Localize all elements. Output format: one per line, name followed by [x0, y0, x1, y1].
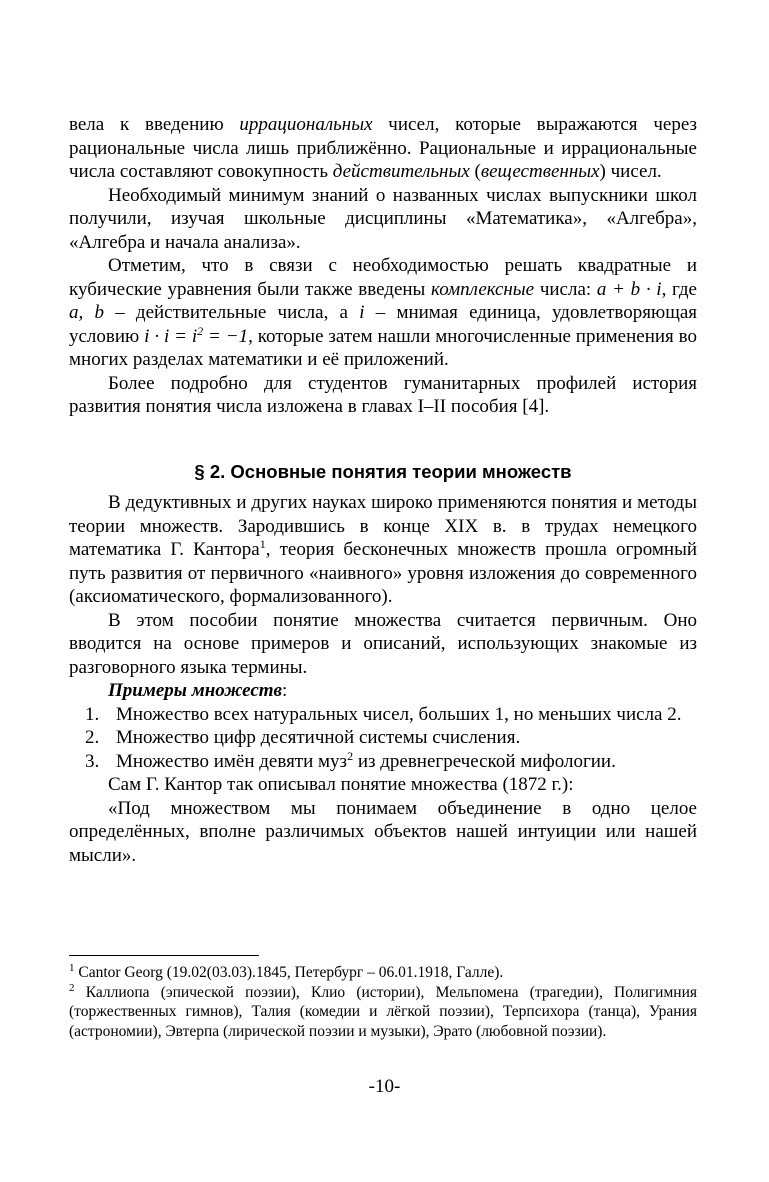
paragraph-set-theory-intro — [69, 491, 697, 609]
term-real-alt: вещественных — [480, 161, 600, 182]
text-run: , которые затем нашли многочисленные применения во многих разделах математики и её приложений. — [69, 325, 697, 370]
list-item — [69, 726, 697, 750]
examples-list — [69, 703, 697, 774]
formula-i: i — [359, 302, 365, 323]
footnote-2 — [69, 983, 697, 1042]
text-run: Отметим, что в связи с необходимостью решать квадратные и кубические уравнения были также введены — [69, 255, 697, 300]
formula-complex-number: a + b · i — [596, 278, 662, 300]
list-item-text: Множество всех натуральных чисел, больших 1, но меньших числа 2. — [116, 703, 682, 725]
text-run: В дедуктивных и других науках широко применяются понятия и методы теории множеств. Зародившись в конце XIX в. в трудах немецкого математика Г. Кантора — [69, 492, 697, 560]
text-run: вела к введению — [69, 114, 240, 135]
footnote-separator — [69, 955, 259, 956]
text-run: – действительные числа, а — [103, 302, 360, 323]
list-number: 1. — [85, 703, 100, 725]
formula-ab: a, b — [69, 302, 104, 323]
footnote-ref-2: 2 — [347, 748, 354, 763]
text-run: , теория бесконечных множеств прошла огромный путь развития от первичного «наивного» уровня изложения до современного (аксиоматического, формализованного). — [69, 539, 698, 607]
cantor-quote: «Под множеством мы понимаем объединение в одно целое определённых, вполне различимых объектов нашей интуиции или нашей мысли». — [69, 797, 697, 866]
term-irrational: иррациональных — [239, 114, 373, 135]
paragraph-irrational-numbers — [69, 113, 697, 184]
page-number: -10- — [368, 1076, 401, 1097]
formula-imaginary-unit — [144, 323, 249, 347]
text-run: – мнимая единица, удовлетворяющая условию — [69, 302, 697, 347]
list-item — [69, 703, 697, 727]
footnote-text: Каллиопа (эпической поэзии), Клио (истории), Мельпомена (трагедии), Полигимния (торжественных гимнов), Талия (комедии и лёгкой поэзии), Терпсихора (танца), Урания (астрономии), Эвтерпа (лирической поэзии и музыки), Эрато (любовной поэзии). — [69, 983, 697, 1040]
list-item-text: Множество цифр десятичной системы счисления. — [116, 727, 521, 748]
list-number: 3. — [85, 750, 100, 772]
list-number: 2. — [85, 727, 100, 748]
text-run: : — [282, 680, 288, 701]
formula-part: i · i = i — [144, 325, 198, 347]
footnote-ref-1: 1 — [259, 537, 266, 551]
formula-exponent: 2 — [197, 323, 204, 338]
paragraph-primary-concept: В этом пособии понятие множества считается первичным. Оно вводится на основе примеров и описаний, использующих знакомые из разговорного языка термины. — [69, 609, 697, 678]
term-complex: комплексные — [431, 278, 535, 300]
text-run: ) чисел. — [599, 161, 662, 182]
term-real: действительных — [332, 161, 470, 182]
footnote-text: Cantor Georg (19.02(03.03).1845, Петербург – 06.01.1918, Галле). — [74, 964, 504, 981]
text-run: числа: — [534, 278, 597, 300]
paragraph-further-reading: Более подробно для студентов гуманитарных профилей история развития понятия числа изложена в главах I–II пособия [4]. — [69, 372, 697, 417]
main-text — [69, 113, 697, 867]
section-heading: § 2. Основные понятия теории множеств — [194, 460, 572, 482]
footnote-mark: 1 — [69, 962, 75, 974]
examples-label: Примеры множеств — [108, 680, 283, 701]
list-item — [69, 750, 697, 774]
paragraph-complex-numbers — [69, 254, 697, 372]
examples-label-line — [69, 679, 697, 703]
list-item-text: из древнегреческой мифологии. — [353, 750, 616, 772]
footnote-1 — [69, 963, 697, 983]
text-run: ( — [469, 161, 481, 182]
footnote-mark: 2 — [69, 981, 75, 994]
formula-part: = −1 — [203, 325, 249, 347]
text-run: , где — [661, 278, 697, 300]
footnotes — [69, 963, 697, 1041]
list-item-text: Множество имён девяти муз — [116, 750, 348, 772]
paragraph-cantor-description: Сам Г. Кантор так описывал понятие множества (1872 г.): — [108, 774, 574, 795]
paragraph-school-knowledge: Необходимый минимум знаний о названных числах выпускники школ получили, изучая школьные дисциплины «Математика», «Алгебра», «Алгебра и начала анализа». — [69, 184, 697, 253]
text-run: чисел, которые выражаются через рациональные числа лишь приближённо. Рациональные и иррациональные числа составляют совокупность — [69, 114, 697, 182]
